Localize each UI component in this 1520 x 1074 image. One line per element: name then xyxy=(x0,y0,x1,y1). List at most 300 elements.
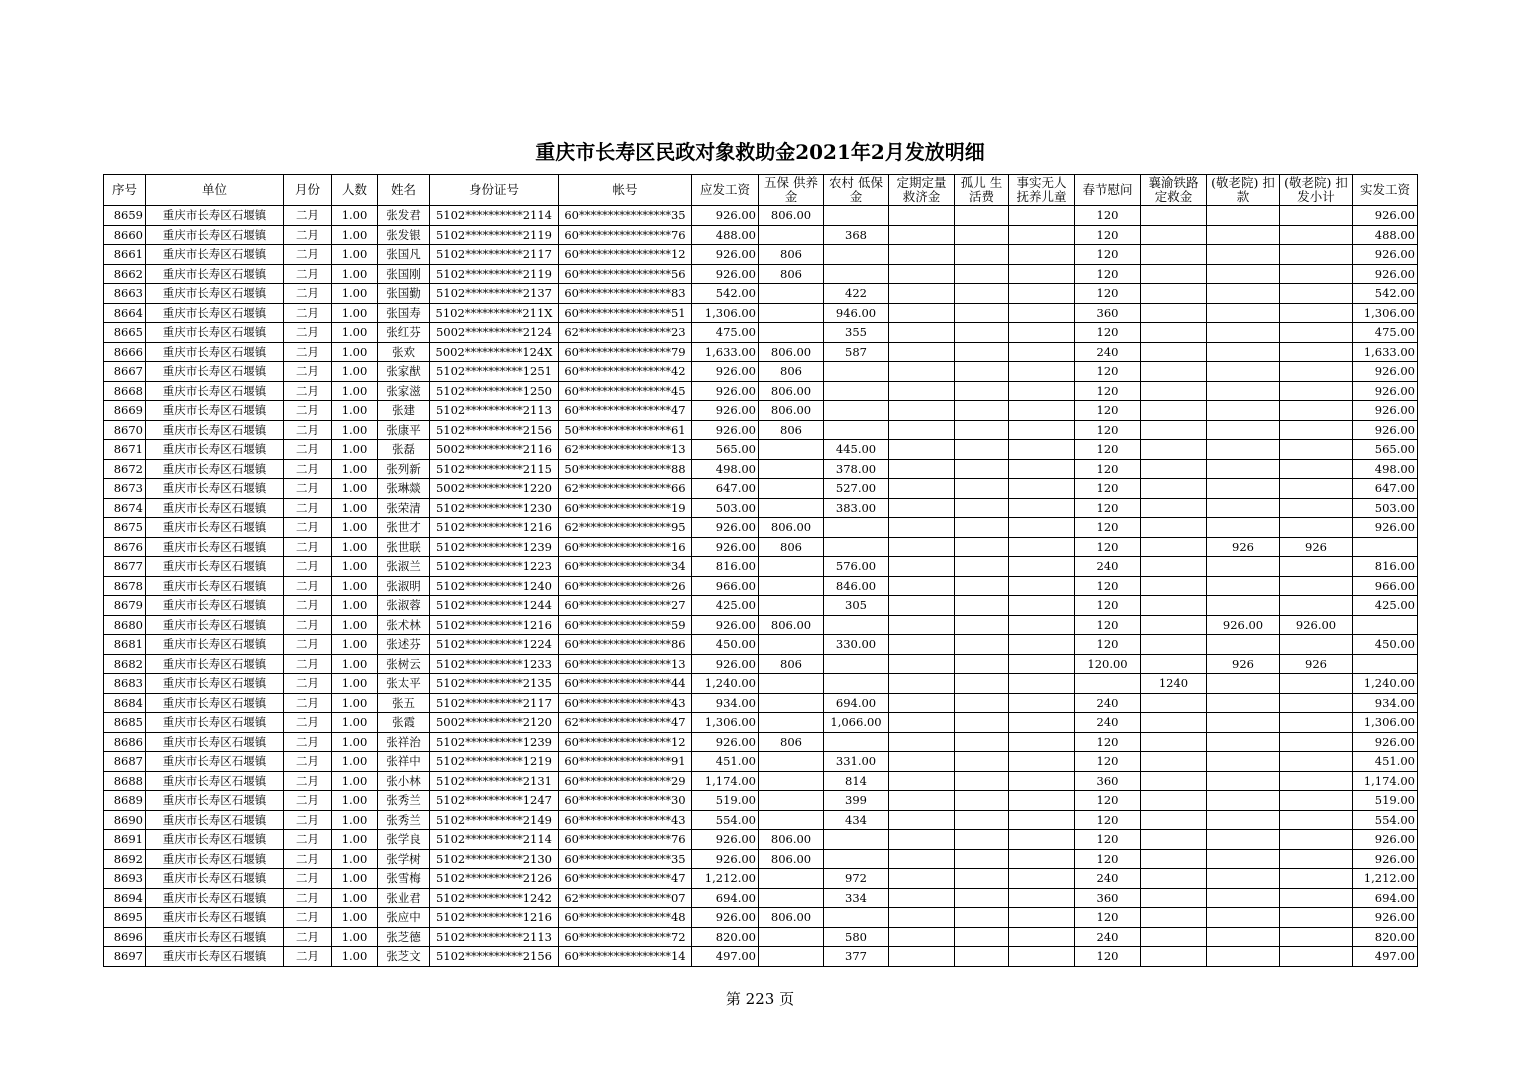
table-cell: 926.00 xyxy=(692,537,759,557)
table-row xyxy=(104,654,1418,674)
table-cell: 60****************14 xyxy=(559,947,692,967)
table-cell: 814 xyxy=(824,771,889,791)
table-cell xyxy=(889,362,955,382)
table-cell: 1.00 xyxy=(332,752,378,772)
table-cell: 二月 xyxy=(284,947,332,967)
table-cell xyxy=(889,674,955,694)
table-cell: 张应中 xyxy=(378,908,430,928)
table-cell: 554.00 xyxy=(692,810,759,830)
table-cell: 重庆市长寿区石堰镇 xyxy=(146,303,284,323)
table-cell: 60****************30 xyxy=(559,791,692,811)
table-cell xyxy=(955,771,1009,791)
table-cell: 8693 xyxy=(104,869,146,889)
table-cell: 8687 xyxy=(104,752,146,772)
table-cell: 5102**********1240 xyxy=(430,576,559,596)
table-cell: 5102**********1239 xyxy=(430,537,559,557)
table-cell xyxy=(759,947,824,967)
table-cell xyxy=(1009,459,1075,479)
table-cell: 5102**********1216 xyxy=(430,615,559,635)
table-row xyxy=(104,615,1418,635)
table-cell: 重庆市长寿区石堰镇 xyxy=(146,557,284,577)
table-cell: 重庆市长寿区石堰镇 xyxy=(146,537,284,557)
table-cell xyxy=(889,440,955,460)
table-cell: 120 xyxy=(1075,479,1141,499)
table-cell xyxy=(1009,771,1075,791)
table-row xyxy=(104,771,1418,791)
table-cell: 8694 xyxy=(104,888,146,908)
table-cell xyxy=(1009,381,1075,401)
table-cell: 926.00 xyxy=(692,849,759,869)
table-cell: 60****************34 xyxy=(559,557,692,577)
table-cell: 二月 xyxy=(284,264,332,284)
table-cell xyxy=(759,576,824,596)
table-cell: 519.00 xyxy=(692,791,759,811)
table-cell xyxy=(1207,596,1280,616)
table-cell xyxy=(1280,791,1353,811)
table-cell xyxy=(889,225,955,245)
table-cell: 张世联 xyxy=(378,537,430,557)
table-cell: 1.00 xyxy=(332,635,378,655)
table-cell: 1.00 xyxy=(332,927,378,947)
table-cell: 1.00 xyxy=(332,713,378,733)
table-cell xyxy=(1141,245,1207,265)
table-cell xyxy=(1009,420,1075,440)
table-cell xyxy=(1141,908,1207,928)
table-cell: 806 xyxy=(759,264,824,284)
table-row xyxy=(104,693,1418,713)
table-cell: 5102**********1219 xyxy=(430,752,559,772)
table-cell: 8676 xyxy=(104,537,146,557)
table-cell: 5102**********2114 xyxy=(430,206,559,226)
table-cell: 60****************12 xyxy=(559,732,692,752)
table-cell: 475.00 xyxy=(692,323,759,343)
column-header: 序号 xyxy=(104,175,146,206)
table-cell: 二月 xyxy=(284,654,332,674)
table-cell: 二月 xyxy=(284,752,332,772)
table-cell: 8684 xyxy=(104,693,146,713)
table-cell: 5102**********2119 xyxy=(430,225,559,245)
table-cell xyxy=(1207,791,1280,811)
table-header-row xyxy=(104,175,1418,206)
table-cell: 1.00 xyxy=(332,674,378,694)
table-cell xyxy=(824,830,889,850)
table-cell xyxy=(1207,830,1280,850)
table-cell: 8691 xyxy=(104,830,146,850)
table-cell: 张术林 xyxy=(378,615,430,635)
table-cell: 60****************13 xyxy=(559,654,692,674)
table-cell xyxy=(1207,225,1280,245)
table-cell: 二月 xyxy=(284,459,332,479)
table-cell: 62****************13 xyxy=(559,440,692,460)
table-cell xyxy=(824,362,889,382)
table-cell: 120 xyxy=(1075,849,1141,869)
table-row xyxy=(104,440,1418,460)
table-cell: 60****************59 xyxy=(559,615,692,635)
table-cell: 5102**********1250 xyxy=(430,381,559,401)
table-cell xyxy=(1280,732,1353,752)
table-cell: 1,306.00 xyxy=(1353,303,1418,323)
table-cell: 二月 xyxy=(284,888,332,908)
table-cell: 383.00 xyxy=(824,498,889,518)
table-cell xyxy=(1207,381,1280,401)
table-cell: 355 xyxy=(824,323,889,343)
table-cell xyxy=(1280,381,1353,401)
table-row xyxy=(104,674,1418,694)
table-cell: 1.00 xyxy=(332,362,378,382)
table-cell: 926.00 xyxy=(692,908,759,928)
table-cell: 368 xyxy=(824,225,889,245)
table-cell xyxy=(1207,342,1280,362)
table-cell: 60****************91 xyxy=(559,752,692,772)
table-cell: 1,306.00 xyxy=(692,303,759,323)
table-cell xyxy=(1009,303,1075,323)
table-cell xyxy=(1009,596,1075,616)
table-cell: 1,306.00 xyxy=(692,713,759,733)
table-cell xyxy=(1141,264,1207,284)
table-cell xyxy=(1141,576,1207,596)
table-cell xyxy=(1009,810,1075,830)
table-cell xyxy=(1009,323,1075,343)
table-cell: 820.00 xyxy=(1353,927,1418,947)
table-cell xyxy=(955,635,1009,655)
table-cell xyxy=(1280,459,1353,479)
table-cell: 926.00 xyxy=(692,381,759,401)
table-cell: 422 xyxy=(824,284,889,304)
table-cell: 926.00 xyxy=(1353,830,1418,850)
table-cell xyxy=(955,557,1009,577)
table-cell: 360 xyxy=(1075,303,1141,323)
table-row xyxy=(104,888,1418,908)
table-row xyxy=(104,927,1418,947)
table-cell: 1.00 xyxy=(332,557,378,577)
table-cell xyxy=(759,596,824,616)
table-cell: 重庆市长寿区石堰镇 xyxy=(146,771,284,791)
table-cell: 926.00 xyxy=(1353,264,1418,284)
table-cell: 张淑明 xyxy=(378,576,430,596)
table-cell xyxy=(1207,849,1280,869)
table-cell xyxy=(1207,557,1280,577)
table-cell xyxy=(824,537,889,557)
table-cell: 张祥治 xyxy=(378,732,430,752)
table-cell xyxy=(824,420,889,440)
table-cell xyxy=(1280,713,1353,733)
table-cell xyxy=(1280,557,1353,577)
table-cell xyxy=(889,888,955,908)
table-cell xyxy=(1141,888,1207,908)
table-cell: 120 xyxy=(1075,225,1141,245)
table-cell xyxy=(759,440,824,460)
table-cell xyxy=(824,381,889,401)
table-cell xyxy=(955,245,1009,265)
table-row xyxy=(104,537,1418,557)
table-cell: 5102**********2156 xyxy=(430,420,559,440)
table-cell xyxy=(1009,888,1075,908)
table-cell: 1.00 xyxy=(332,381,378,401)
table-cell xyxy=(1207,869,1280,889)
table-cell: 1.00 xyxy=(332,791,378,811)
table-cell: 二月 xyxy=(284,362,332,382)
table-cell xyxy=(955,498,1009,518)
table-cell xyxy=(1280,264,1353,284)
table-cell: 1,212.00 xyxy=(1353,869,1418,889)
table-cell xyxy=(1009,479,1075,499)
column-header: 姓名 xyxy=(378,175,430,206)
table-cell xyxy=(889,830,955,850)
table-cell: 62****************66 xyxy=(559,479,692,499)
column-header: 身份证号 xyxy=(430,175,559,206)
table-cell: 120 xyxy=(1075,440,1141,460)
table-cell: 5002**********2120 xyxy=(430,713,559,733)
table-cell xyxy=(955,849,1009,869)
table-cell: 二月 xyxy=(284,206,332,226)
table-cell: 60****************72 xyxy=(559,927,692,947)
table-cell xyxy=(889,732,955,752)
table-cell xyxy=(1207,459,1280,479)
table-cell xyxy=(1207,420,1280,440)
table-cell xyxy=(1141,830,1207,850)
table-cell: 8677 xyxy=(104,557,146,577)
table-cell: 8659 xyxy=(104,206,146,226)
table-cell: 966.00 xyxy=(692,576,759,596)
table-cell: 120.00 xyxy=(1075,654,1141,674)
table-cell: 60****************19 xyxy=(559,498,692,518)
table-cell: 576.00 xyxy=(824,557,889,577)
table-cell xyxy=(955,264,1009,284)
table-cell xyxy=(824,674,889,694)
table-cell xyxy=(1009,752,1075,772)
table-cell: 120 xyxy=(1075,518,1141,538)
table-cell xyxy=(955,674,1009,694)
table-cell xyxy=(1141,381,1207,401)
table-cell: 806.00 xyxy=(759,849,824,869)
table-cell: 60****************76 xyxy=(559,225,692,245)
table-cell xyxy=(824,732,889,752)
table-cell: 926.00 xyxy=(692,206,759,226)
table-cell: 240 xyxy=(1075,927,1141,947)
table-cell: 张芝德 xyxy=(378,927,430,947)
table-cell: 926.00 xyxy=(1280,615,1353,635)
table-cell: 8674 xyxy=(104,498,146,518)
table-cell: 8662 xyxy=(104,264,146,284)
table-cell: 张欢 xyxy=(378,342,430,362)
table-cell xyxy=(759,459,824,479)
table-cell xyxy=(1009,791,1075,811)
table-cell: 张磊 xyxy=(378,440,430,460)
table-cell: 926.00 xyxy=(1353,362,1418,382)
table-cell: 1.00 xyxy=(332,323,378,343)
table-cell: 120 xyxy=(1075,810,1141,830)
table-cell: 张秀兰 xyxy=(378,810,430,830)
table-cell xyxy=(955,401,1009,421)
table-cell: 488.00 xyxy=(692,225,759,245)
table-cell: 378.00 xyxy=(824,459,889,479)
table-cell: 重庆市长寿区石堰镇 xyxy=(146,947,284,967)
table-row xyxy=(104,830,1418,850)
table-cell xyxy=(759,791,824,811)
table-cell xyxy=(1207,713,1280,733)
table-cell xyxy=(759,674,824,694)
column-header: 月份 xyxy=(284,175,332,206)
table-cell: 5002**********124X xyxy=(430,342,559,362)
table-cell: 60****************48 xyxy=(559,908,692,928)
table-cell xyxy=(1207,284,1280,304)
table-cell xyxy=(1207,576,1280,596)
table-cell xyxy=(955,713,1009,733)
table-cell xyxy=(955,225,1009,245)
table-cell: 806.00 xyxy=(759,381,824,401)
table-cell: 8688 xyxy=(104,771,146,791)
table-cell xyxy=(1280,479,1353,499)
table-cell xyxy=(759,479,824,499)
table-cell: 498.00 xyxy=(1353,459,1418,479)
table-cell: 张小林 xyxy=(378,771,430,791)
table-cell: 1,212.00 xyxy=(692,869,759,889)
table-cell xyxy=(1280,206,1353,226)
table-cell: 重庆市长寿区石堰镇 xyxy=(146,440,284,460)
table-cell: 450.00 xyxy=(692,635,759,655)
table-cell xyxy=(955,596,1009,616)
table-cell xyxy=(1141,323,1207,343)
table-cell: 60****************86 xyxy=(559,635,692,655)
table-cell xyxy=(759,303,824,323)
table-cell: 1.00 xyxy=(332,596,378,616)
table-cell xyxy=(889,908,955,928)
table-cell: 972 xyxy=(824,869,889,889)
table-cell: 1.00 xyxy=(332,420,378,440)
table-cell xyxy=(889,693,955,713)
table-row xyxy=(104,323,1418,343)
table-cell: 张祥中 xyxy=(378,752,430,772)
table-cell: 806 xyxy=(759,245,824,265)
table-cell: 二月 xyxy=(284,284,332,304)
table-cell xyxy=(889,635,955,655)
table-cell: 503.00 xyxy=(692,498,759,518)
column-header: 五保 供养金 xyxy=(759,175,824,206)
table-cell xyxy=(1280,869,1353,889)
table-cell: 张红芬 xyxy=(378,323,430,343)
table-cell xyxy=(1009,947,1075,967)
table-row xyxy=(104,381,1418,401)
table-cell: 806.00 xyxy=(759,518,824,538)
table-cell xyxy=(1207,323,1280,343)
table-cell: 926.00 xyxy=(692,401,759,421)
table-cell: 8670 xyxy=(104,420,146,440)
table-cell: 360 xyxy=(1075,771,1141,791)
table-cell: 60****************26 xyxy=(559,576,692,596)
table-cell: 926.00 xyxy=(692,518,759,538)
table-cell xyxy=(1009,615,1075,635)
table-cell: 5102**********1251 xyxy=(430,362,559,382)
table-cell: 张太平 xyxy=(378,674,430,694)
table-cell xyxy=(889,752,955,772)
table-cell: 488.00 xyxy=(1353,225,1418,245)
table-cell: 816.00 xyxy=(1353,557,1418,577)
table-cell: 重庆市长寿区石堰镇 xyxy=(146,615,284,635)
table-cell: 张芝文 xyxy=(378,947,430,967)
table-cell: 120 xyxy=(1075,830,1141,850)
table-cell xyxy=(1207,440,1280,460)
table-cell: 5002**********2116 xyxy=(430,440,559,460)
table-cell xyxy=(889,537,955,557)
table-cell: 62****************23 xyxy=(559,323,692,343)
table-cell xyxy=(1280,342,1353,362)
table-cell: 50****************61 xyxy=(559,420,692,440)
table-cell xyxy=(1280,420,1353,440)
table-cell xyxy=(1207,245,1280,265)
table-cell: 8689 xyxy=(104,791,146,811)
table-cell xyxy=(889,245,955,265)
table-cell xyxy=(1009,284,1075,304)
table-cell: 926.00 xyxy=(692,615,759,635)
table-cell xyxy=(1009,635,1075,655)
table-cell xyxy=(759,323,824,343)
table-cell: 重庆市长寿区石堰镇 xyxy=(146,225,284,245)
table-cell: 926.00 xyxy=(1353,245,1418,265)
table-cell xyxy=(1141,498,1207,518)
table-cell xyxy=(955,810,1009,830)
table-cell: 二月 xyxy=(284,225,332,245)
table-cell: 542.00 xyxy=(692,284,759,304)
table-cell xyxy=(1141,401,1207,421)
table-cell: 554.00 xyxy=(1353,810,1418,830)
table-cell: 5102**********1216 xyxy=(430,518,559,538)
table-cell xyxy=(1009,713,1075,733)
table-cell: 926.00 xyxy=(1353,849,1418,869)
table-cell: 926.00 xyxy=(1353,420,1418,440)
table-cell: 399 xyxy=(824,791,889,811)
table-cell: 926.00 xyxy=(692,420,759,440)
table-cell xyxy=(889,771,955,791)
table-cell: 966.00 xyxy=(1353,576,1418,596)
table-cell xyxy=(1207,674,1280,694)
table-cell xyxy=(889,791,955,811)
table-cell: 1.00 xyxy=(332,206,378,226)
table-cell xyxy=(759,225,824,245)
table-row xyxy=(104,596,1418,616)
table-cell: 8678 xyxy=(104,576,146,596)
table-cell xyxy=(1141,713,1207,733)
table-cell xyxy=(1280,810,1353,830)
table-cell: 二月 xyxy=(284,635,332,655)
table-cell: 565.00 xyxy=(692,440,759,460)
table-cell: 240 xyxy=(1075,342,1141,362)
table-cell xyxy=(889,381,955,401)
table-cell xyxy=(1207,635,1280,655)
table-cell: 694.00 xyxy=(1353,888,1418,908)
table-cell: 5102**********2113 xyxy=(430,927,559,947)
table-cell: 1240 xyxy=(1141,674,1207,694)
table-cell: 846.00 xyxy=(824,576,889,596)
table-cell: 张霞 xyxy=(378,713,430,733)
table-cell: 360 xyxy=(1075,888,1141,908)
table-cell: 8690 xyxy=(104,810,146,830)
table-cell: 120 xyxy=(1075,401,1141,421)
table-cell: 587 xyxy=(824,342,889,362)
table-cell: 张建 xyxy=(378,401,430,421)
table-cell: 张学良 xyxy=(378,830,430,850)
table-row xyxy=(104,518,1418,538)
table-cell: 120 xyxy=(1075,264,1141,284)
table-cell xyxy=(759,869,824,889)
table-cell: 926 xyxy=(1207,654,1280,674)
table-cell: 425.00 xyxy=(1353,596,1418,616)
table-cell xyxy=(955,342,1009,362)
table-cell xyxy=(889,810,955,830)
table-cell: 120 xyxy=(1075,908,1141,928)
table-cell xyxy=(1009,576,1075,596)
table-cell xyxy=(955,440,1009,460)
table-cell: 二月 xyxy=(284,401,332,421)
